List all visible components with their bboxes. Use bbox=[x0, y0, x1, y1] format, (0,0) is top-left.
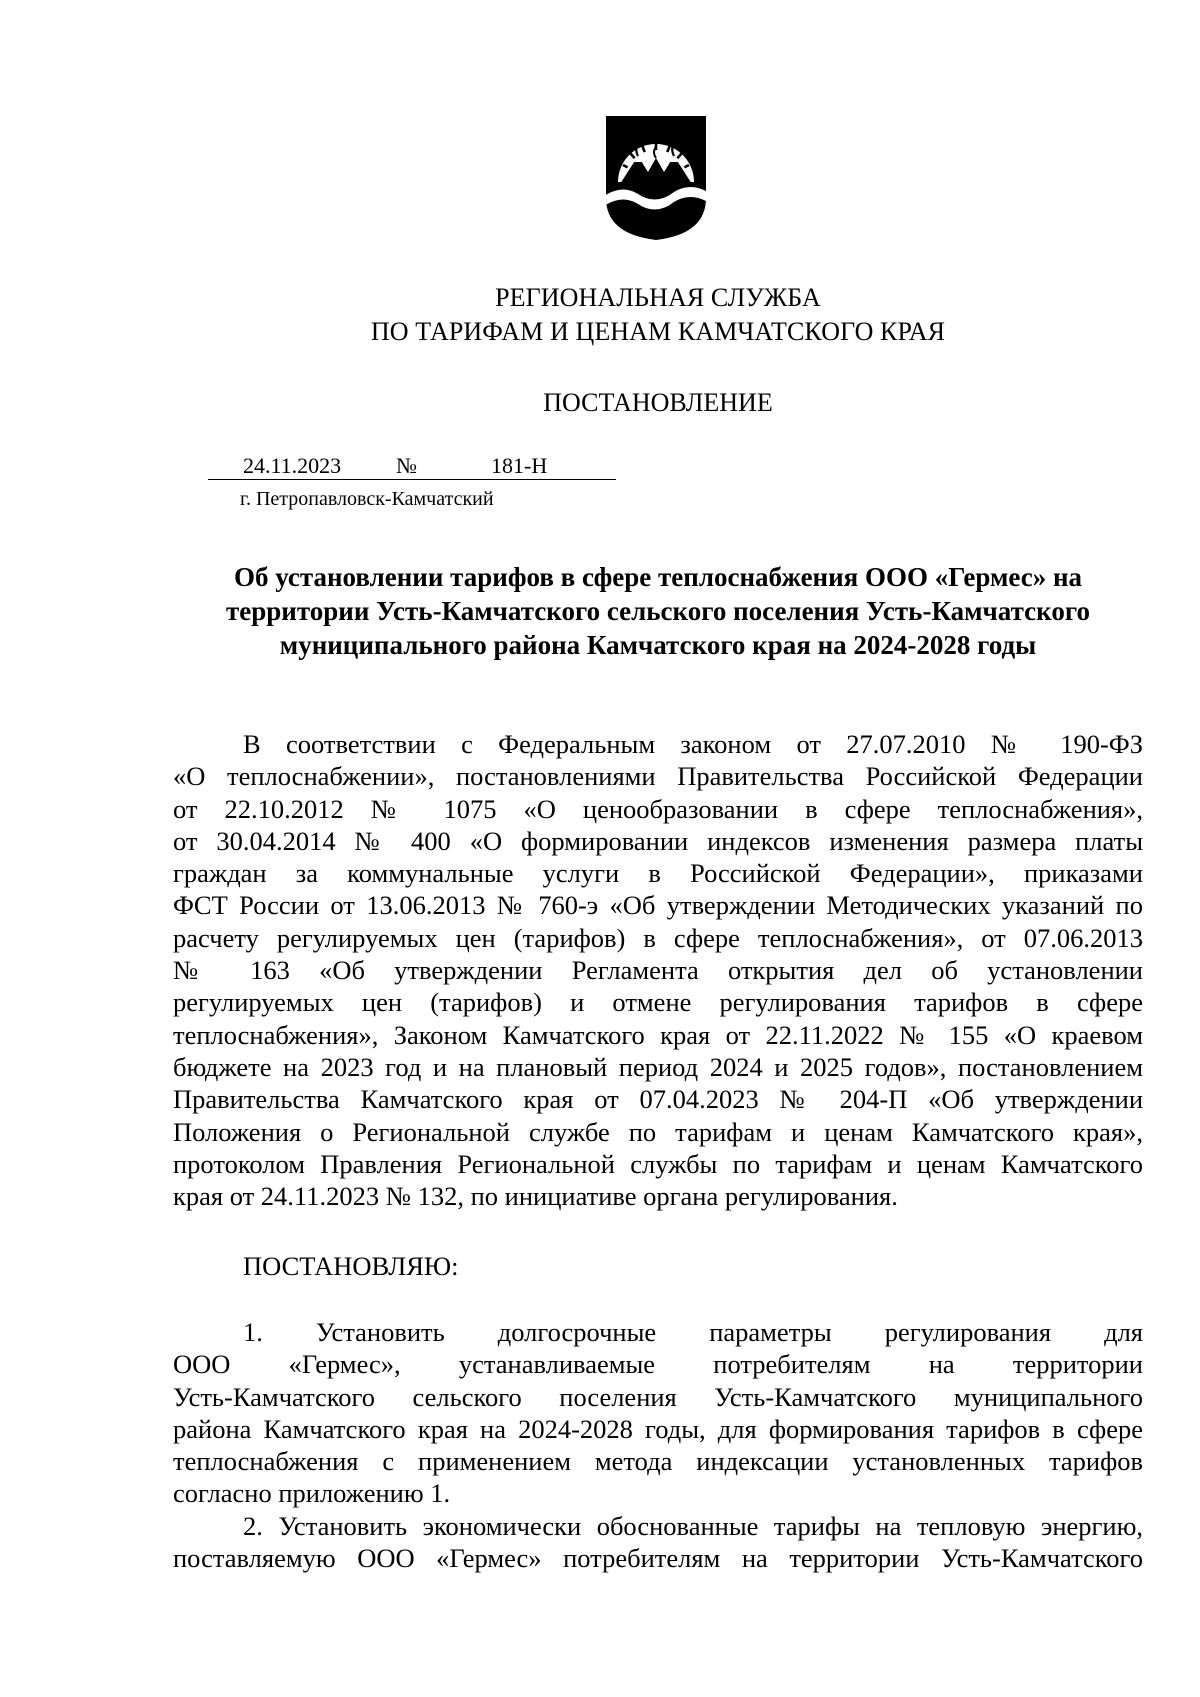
text-line: 1. Установить долгосрочные параметры регулирования для bbox=[243, 1317, 1143, 1347]
coat-of-arms-emblem bbox=[604, 112, 708, 242]
text-line: № 163 «Об утверждении Регламента открытия дел об установлении bbox=[173, 955, 1143, 986]
document-number: 181-Н bbox=[491, 453, 548, 478]
document-type: ПОСТАНОВЛЕНИЕ bbox=[543, 388, 773, 417]
text-line: края от 24.11.2023 № 132, по инициативе органа регулирования. bbox=[173, 1181, 898, 1212]
resolve-heading: ПОСТАНОВЛЯЮ: bbox=[243, 1251, 459, 1281]
preamble-paragraph bbox=[173, 728, 1143, 1212]
text-line: «О теплоснабжении», постановлениями Правительства Российской Федерации bbox=[173, 761, 1143, 792]
text-line: теплоснабжения», Законом Камчатского края от 22.11.2022 № 155 «О краевом bbox=[173, 1019, 1143, 1050]
text-line: от 22.10.2012 № 1075 «О ценообразовании в сфере теплоснабжения», bbox=[173, 793, 1143, 824]
document-title bbox=[170, 560, 1146, 662]
date-number-line bbox=[208, 452, 616, 482]
text-line: поставляемую ООО «Гермес» потребителям на территории Усть-Камчатского bbox=[173, 1543, 1143, 1574]
organization-name-line: ПО ТАРИФАМ И ЦЕНАМ КАМЧАТСКОГО КРАЯ bbox=[370, 317, 946, 346]
clause-2 bbox=[173, 1510, 1143, 1575]
title-line: Об установлении тарифов в сфере теплоснабжения ООО «Гермес» на bbox=[234, 562, 1082, 592]
text-line: бюджете на 2023 год и на плановый период 2024 и 2025 годов», постановлением bbox=[173, 1051, 1143, 1082]
text-line: регулируемых цен (тарифов) и отмене регулирования тарифов в сфере bbox=[173, 987, 1143, 1018]
title-line: территории Усть-Камчатского сельского поселения Усть-Камчатского bbox=[226, 596, 1090, 626]
clause-1 bbox=[173, 1316, 1143, 1510]
text-line: В соответствии с Федеральным законом от 27.07.2010 № 190-ФЗ bbox=[243, 729, 1143, 759]
text-line: протоколом Правления Региональной службы по тарифам и ценам Камчатского bbox=[173, 1148, 1143, 1179]
document-date: 24.11.2023 bbox=[243, 453, 342, 478]
text-line: ООО «Гермес», устанавливаемые потребителям на территории bbox=[173, 1349, 1143, 1380]
text-line: граждан за коммунальные услуги в Российской Федерации», приказами bbox=[173, 858, 1143, 889]
text-line: от 30.04.2014 № 400 «О формировании индексов изменения размера платы bbox=[173, 825, 1143, 856]
number-sign: № bbox=[396, 453, 417, 478]
text-line: теплоснабжения с применением метода индексации установленных тарифов bbox=[173, 1446, 1143, 1477]
organization-name bbox=[0, 281, 1200, 349]
organization-name-line: РЕГИОНАЛЬНАЯ СЛУЖБА bbox=[495, 283, 821, 312]
text-line: согласно приложению 1. bbox=[173, 1478, 451, 1509]
text-line: расчету регулируемых цен (тарифов) в сфере теплоснабжения», от 07.06.2013 bbox=[173, 922, 1143, 953]
text-line: ФСТ России от 13.06.2013 № 760-э «Об утверждении Методических указаний по bbox=[173, 890, 1143, 921]
text-line: Положения о Региональной службе по тарифам и ценам Камчатского края», bbox=[173, 1116, 1143, 1147]
text-line: района Камчатского края на 2024-2028 годы, для формирования тарифов в сфере bbox=[173, 1413, 1143, 1444]
title-line: муниципального района Камчатского края на 2024-2028 годы bbox=[279, 630, 1037, 660]
text-line: 2. Установить экономически обоснованные тарифы на тепловую энергию, bbox=[243, 1511, 1143, 1541]
underline-rule bbox=[208, 479, 616, 480]
text-line: Правительства Камчатского края от 07.04.2023 № 204-П «Об утверждении bbox=[173, 1084, 1143, 1115]
text-line: Усть-Камчатского сельского поселения Усть-Камчатского муниципального bbox=[173, 1381, 1143, 1412]
city-name: г. Петропавловск-Камчатский bbox=[240, 488, 494, 510]
